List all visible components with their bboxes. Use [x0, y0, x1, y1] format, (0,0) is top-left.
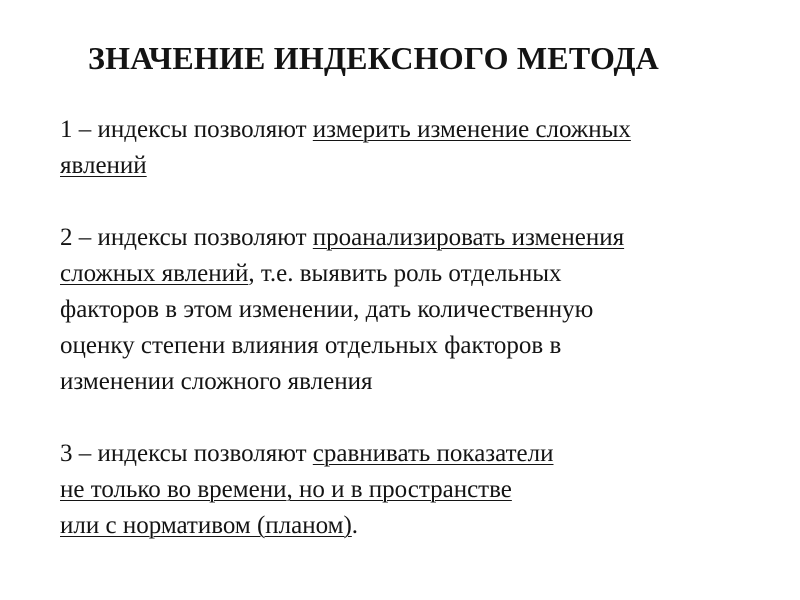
- underlined-text: проанализировать изменения: [312, 224, 625, 251]
- point-1: [60, 112, 760, 184]
- point-2-line-5: [60, 364, 760, 400]
- underlined-text: сложных явлений: [60, 260, 249, 287]
- point-text: 1 – индексы позволяют: [60, 116, 313, 143]
- point-3-line-3: [60, 508, 760, 544]
- point-text: .: [351, 512, 359, 539]
- point-3-line-1: [60, 436, 760, 472]
- point-2: [60, 220, 760, 400]
- underlined-text: явлений: [60, 152, 147, 179]
- point-text: 2 – индексы позволяют: [60, 224, 313, 251]
- point-text: , т.е. выявить роль отдельных: [248, 260, 562, 287]
- point-text: факторов в этом изменении, дать количественную: [60, 296, 594, 323]
- point-2-line-1: [60, 220, 760, 256]
- underlined-text: или с нормативом (планом): [60, 512, 352, 539]
- slide-title: ЗНАЧЕНИЕ ИНДЕКСНОГО МЕТОДА: [88, 40, 659, 76]
- underlined-text: не только во времени, но и в пространстве: [60, 476, 512, 503]
- point-1-line-2: [60, 148, 760, 184]
- point-1-line-1: [60, 112, 760, 148]
- point-2-line-2: [60, 256, 760, 292]
- point-2-line-3: [60, 292, 760, 328]
- underlined-text: сравнивать показатели: [312, 440, 554, 467]
- slide-content: [60, 112, 760, 544]
- point-text: изменении сложного явления: [60, 368, 373, 395]
- point-text: 3 – индексы позволяют: [60, 440, 313, 467]
- point-3: [60, 436, 760, 544]
- point-text: оценку степени влияния отдельных факторов в: [60, 332, 562, 359]
- point-3-line-2: [60, 472, 760, 508]
- underlined-text: измерить изменение сложных: [312, 116, 631, 143]
- point-2-line-4: [60, 328, 760, 364]
